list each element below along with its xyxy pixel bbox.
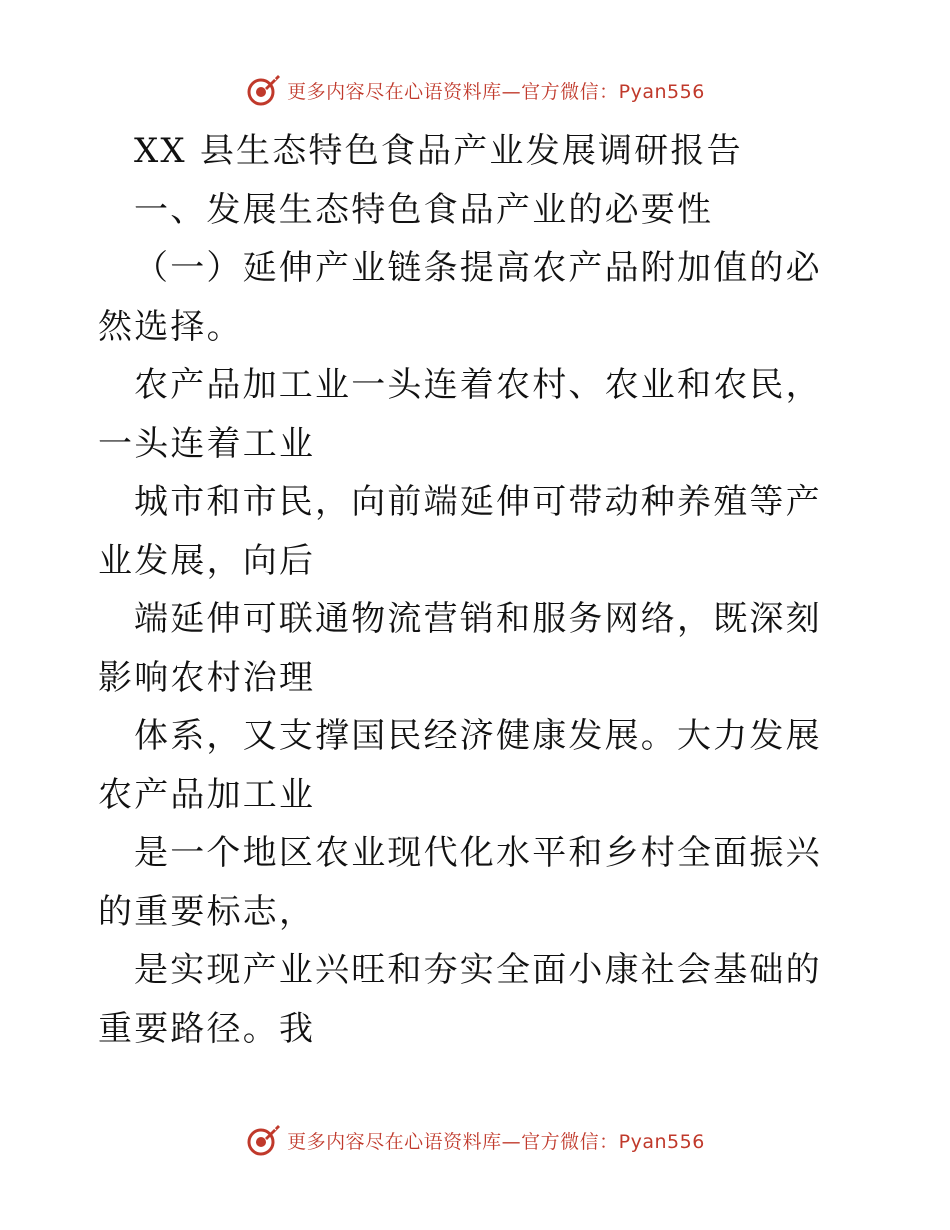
body-paragraph: 是实现产业兴旺和夯实全面小康社会基础的重要路径。我 <box>98 950 822 1049</box>
document-body <box>98 122 854 1058</box>
body-paragraph: 体系，又支撑国民经济健康发展。大力发展农产品加工业 <box>98 716 822 815</box>
watermark-footer <box>0 1118 950 1162</box>
watermark-text: 更多内容尽在心语资料库—官方微信：Pyan556 <box>287 1130 705 1153</box>
subsection-heading: （一）延伸产业链条提高农产品附加值的必然选择。 <box>98 248 822 347</box>
body-paragraph: 端延伸可联通物流营销和服务网络，既深刻影响农村治理 <box>98 599 822 698</box>
body-paragraph: 城市和市民，向前端延伸可带动种养殖等产业发展，向后 <box>98 482 822 581</box>
section-heading: 一、发展生态特色食品产业的必要性 <box>134 189 714 230</box>
body-paragraph: 是一个地区农业现代化水平和乡村全面振兴的重要标志， <box>98 833 822 932</box>
pen-nib-logo-icon <box>245 72 281 108</box>
document-title: XX 县生态特色食品产业发展调研报告 <box>134 131 743 171</box>
watermark-text: 更多内容尽在心语资料库—官方微信：Pyan556 <box>287 80 705 103</box>
watermark-header <box>0 68 950 112</box>
pen-nib-logo-icon <box>245 1122 281 1158</box>
body-paragraph: 农产品加工业一头连着农村、农业和农民，一头连着工业 <box>98 365 822 464</box>
